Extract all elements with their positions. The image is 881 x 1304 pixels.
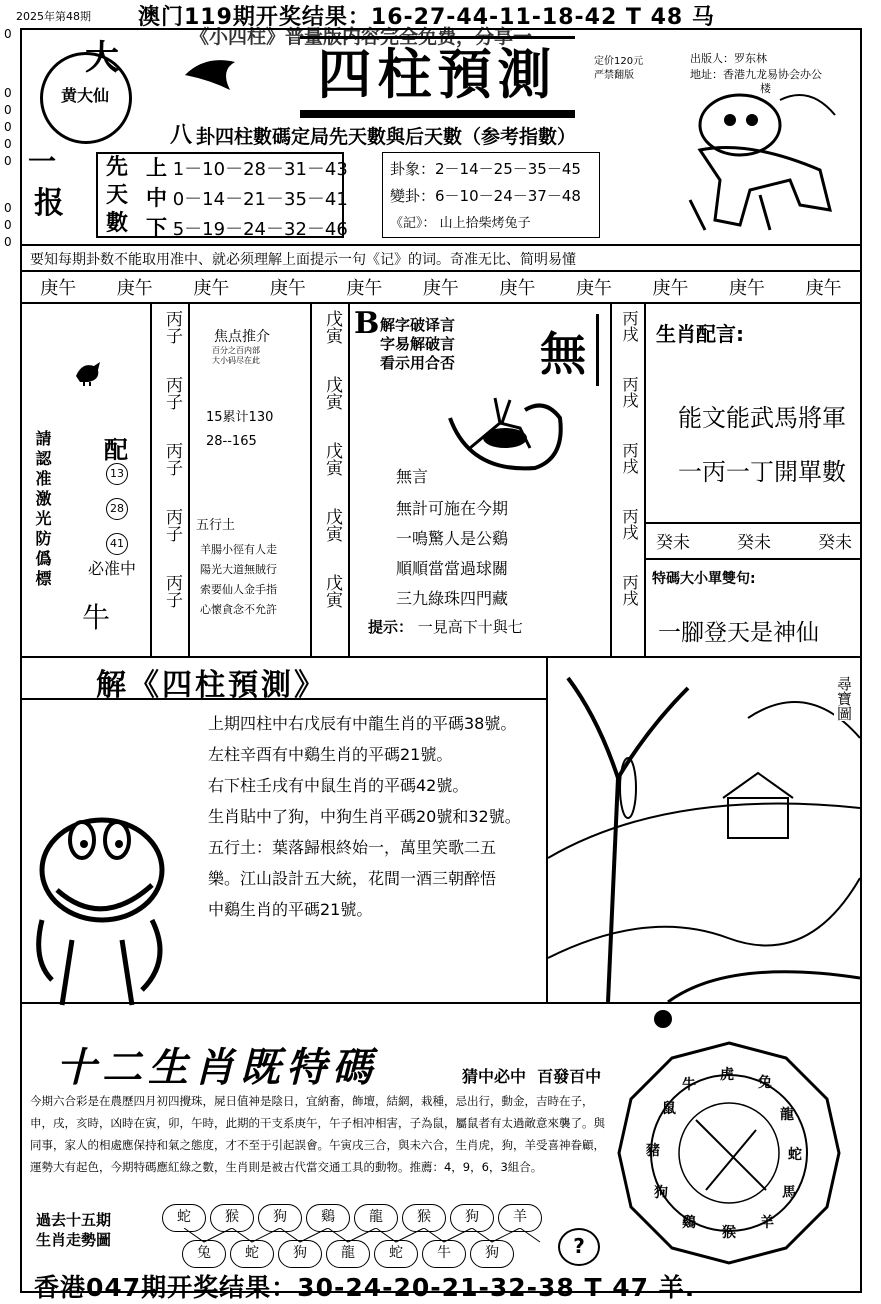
trend-pill: 龍 [354,1204,398,1232]
wheel-ma: 馬 [782,1185,796,1201]
center-lines: 無計可施在今期 一鳴驚人是公鷄 順順當當過球關 三九綠珠四門藏 [396,499,509,608]
trend-pill: 兔 [182,1240,226,1268]
center-riddle: 解字破译言 字易解破言 看示用合否 [380,316,456,372]
trend-pill: 龍 [326,1240,370,1268]
divider-4 [348,304,350,656]
center-wu: 無 [540,327,586,381]
bottom-banner: 香港047期开奖结果：30-24-20-21-32-38 T 47 羊. [34,1273,696,1302]
price: 定价120元 [594,56,644,67]
jie-title: 解《四柱預測》 [96,668,327,703]
wheel-zhu: 豬 [646,1143,660,1159]
gengwu-row: 庚午 庚午 庚午 庚午 庚午 庚午 庚午 庚午 庚午 庚午 庚午 [20,272,862,304]
divider-2 [188,304,190,656]
guiwei-row: 癸未 癸未 癸未 [656,533,852,553]
divider-6 [644,304,646,656]
trend-pill: 牛 [422,1240,466,1268]
bizhun-label: 必准中 [88,559,137,578]
center-hint: 提示： 一見高下十與七 [368,618,523,636]
wheel-yang: 羊 [760,1215,774,1231]
jie-lines: 上期四柱中右戊辰有中龍生肖的平碼38號。 左柱辛酉有中鷄生肖的平碼21號。 右下柱壬戌有中鼠生肖的平碼42號。 生肖貼中了狗，中狗生肖平碼20號和32號。 五行土：葉落歸根終始一，萬里笑歌二五 樂。江山設計五大統，花間一酒三朝醉悟 中鷄生肖的平碼21號。 [208,714,521,919]
trend-pill: 猴 [402,1204,446,1232]
left-margin-digits: 0 0 0 0 0 0 0 0 0 [4,27,12,249]
xunbao-label: 尋寶圖 [835,676,853,721]
right-title: 生肖配言: [656,322,744,346]
page-title: 四柱預測 [317,42,558,106]
notice-bar [20,244,862,272]
guiwei-top-line [644,522,862,524]
focus-sub1: 百分之百内部 [212,346,260,355]
trend-pill: 羊 [498,1204,542,1232]
wheel-niu: 牛 [682,1077,696,1093]
subtitle: 卦四柱數碼定局先天數與后天數（参考指數） [196,126,577,148]
wheel-she: 蛇 [788,1147,802,1163]
zodiac-slogan: 猜中必中 百發百中 [462,1067,602,1086]
focus-poem: 羊腸小徑有人走 陽光大道無賊行 索要仙人金手指 心懷貪念不允許 [200,543,277,616]
zodiac-ox: 牛 [82,601,111,634]
top-banner-2: 《小四柱》普量版内容完全免费，分享一 [190,26,533,48]
focus-line2: 28--165 [206,434,257,449]
wheel-hou: 猴 [722,1225,736,1241]
title-box [300,36,575,118]
deer-emblem [440,378,570,478]
trend-pill: 狗 [258,1204,302,1232]
big-char-da: 大 [85,38,119,78]
special-line: 一腳登天是神仙 [658,620,819,646]
right-line1: 能文能武馬將軍 [678,404,846,432]
pei-label: 配 [104,435,128,464]
no-reprint: 严禁翻版 [594,70,634,81]
xiantian-labels: 先 天 數 [106,155,129,236]
trend-pill: 狗 [450,1204,494,1232]
focus-sub2: 大小码尽在此 [212,356,260,365]
wheel-ji: 鷄 [682,1215,696,1231]
wheel-shu: 鼠 [662,1101,676,1117]
anti-fake-text: 請認准激光防僞標 [33,430,52,590]
col-bingxu: 丙戌 丙戌 丙戌 丙戌 丙戌 [620,310,639,606]
special-title: 特碼大小單雙句: [652,571,756,587]
focus-title: 焦点推介 [214,329,270,345]
center-wuyan: 無言 [396,467,429,486]
crow-icon [180,50,240,100]
trend-pill: 狗 [470,1240,514,1268]
lion-dance-illustration [660,80,860,240]
trend-zigzag-lines [160,1228,560,1248]
rooster-icon [72,358,104,386]
seal-logo: 黄大仙 [40,52,132,144]
big-char-yi: 一 [28,145,57,178]
frog-cartoon [22,790,182,1010]
houtian-rows: 卦象：2－14－25－35－45 變卦：6－10－24－37－48 《記》： 山上拾柴烤兔子 [390,160,581,231]
zodiac-text: 今期六合彩是在農歷四月初四攪珠，屍日值神是陰日，宜納畜，飾壇，結網，栽種，忌出行，動金，吉時在子，申，戌，亥時，凶時在寅，卯，午時，此期的干支系庚午，午子相冲相害，子為鼠，屬鼠者有太過敵意來襲了。與同事，家人的相處應保持和氣之態度，才不至于引起誤會。午寅戌三合，與未六合，生肖虎，狗，羊受喜神眷顧，運勢大有起色，今期特碼應紅綠之數，生肖則是被古代當交通工具的動物。推薦：4，9，6，3組合。 [30,1094,605,1174]
trend-pill: 蛇 [230,1240,274,1268]
col-bingzi: 丙子 丙子 丙子 丙子 丙子 [162,310,182,608]
guiwei-bottom-line [644,558,862,560]
publisher-line: 出版人：罗东林 [690,52,767,65]
zodiac-title: 十二生肖既特碼 [56,1044,378,1091]
trend-pill: 狗 [278,1240,322,1268]
notice-text: 要知每期卦数不能取用准中、就必须理解上面提示一句《记》的词。奇准无比、简明易懂 [30,252,576,268]
pei-numbers: 13 28 41 [106,462,130,555]
focus-wuxing: 五行土 [196,518,236,533]
big-char-bao: 报 [34,186,64,221]
wheel-long: 龍 [780,1107,794,1123]
trend-pill: 鷄 [306,1204,350,1232]
address-line: 地址：香港九龙易协会办公 [690,68,822,81]
wheel-tu: 兔 [758,1075,772,1091]
col-wuyin: 戊寅 戊寅 戊寅 戊寅 戊寅 [322,310,342,608]
trend-pill: 猴 [210,1204,254,1232]
black-dot [654,1010,672,1028]
xiantian-rows: 上 1－10－28－31－43 中 0－14－21－35－41 下 5－19－24－32－46 [146,156,348,240]
question-mark: ? [558,1228,600,1266]
wheel-hu: 虎 [720,1067,734,1083]
issue-label: 2025年第48期 [16,10,91,23]
address-tail: 楼 [760,82,771,95]
focus-line1: 15累计130 [206,410,274,425]
trend-pill: 蛇 [374,1240,418,1268]
subtitle-prefix: 八 [170,122,193,148]
wu-bar [596,314,599,386]
center-letter: B [354,306,380,341]
past-title: 過去十五期 生肖走勢圖 [36,1211,112,1249]
trend-pill: 蛇 [162,1204,206,1232]
right-line2: 一丙一丁開單數 [678,458,846,486]
wheel-labels [616,1040,842,1266]
top-banner: 澳门119期开奖结果：16-27-44-11-18-42 T 48 马 [138,5,715,30]
landscape-illustration [548,658,860,1002]
wheel-gou: 狗 [654,1185,668,1201]
